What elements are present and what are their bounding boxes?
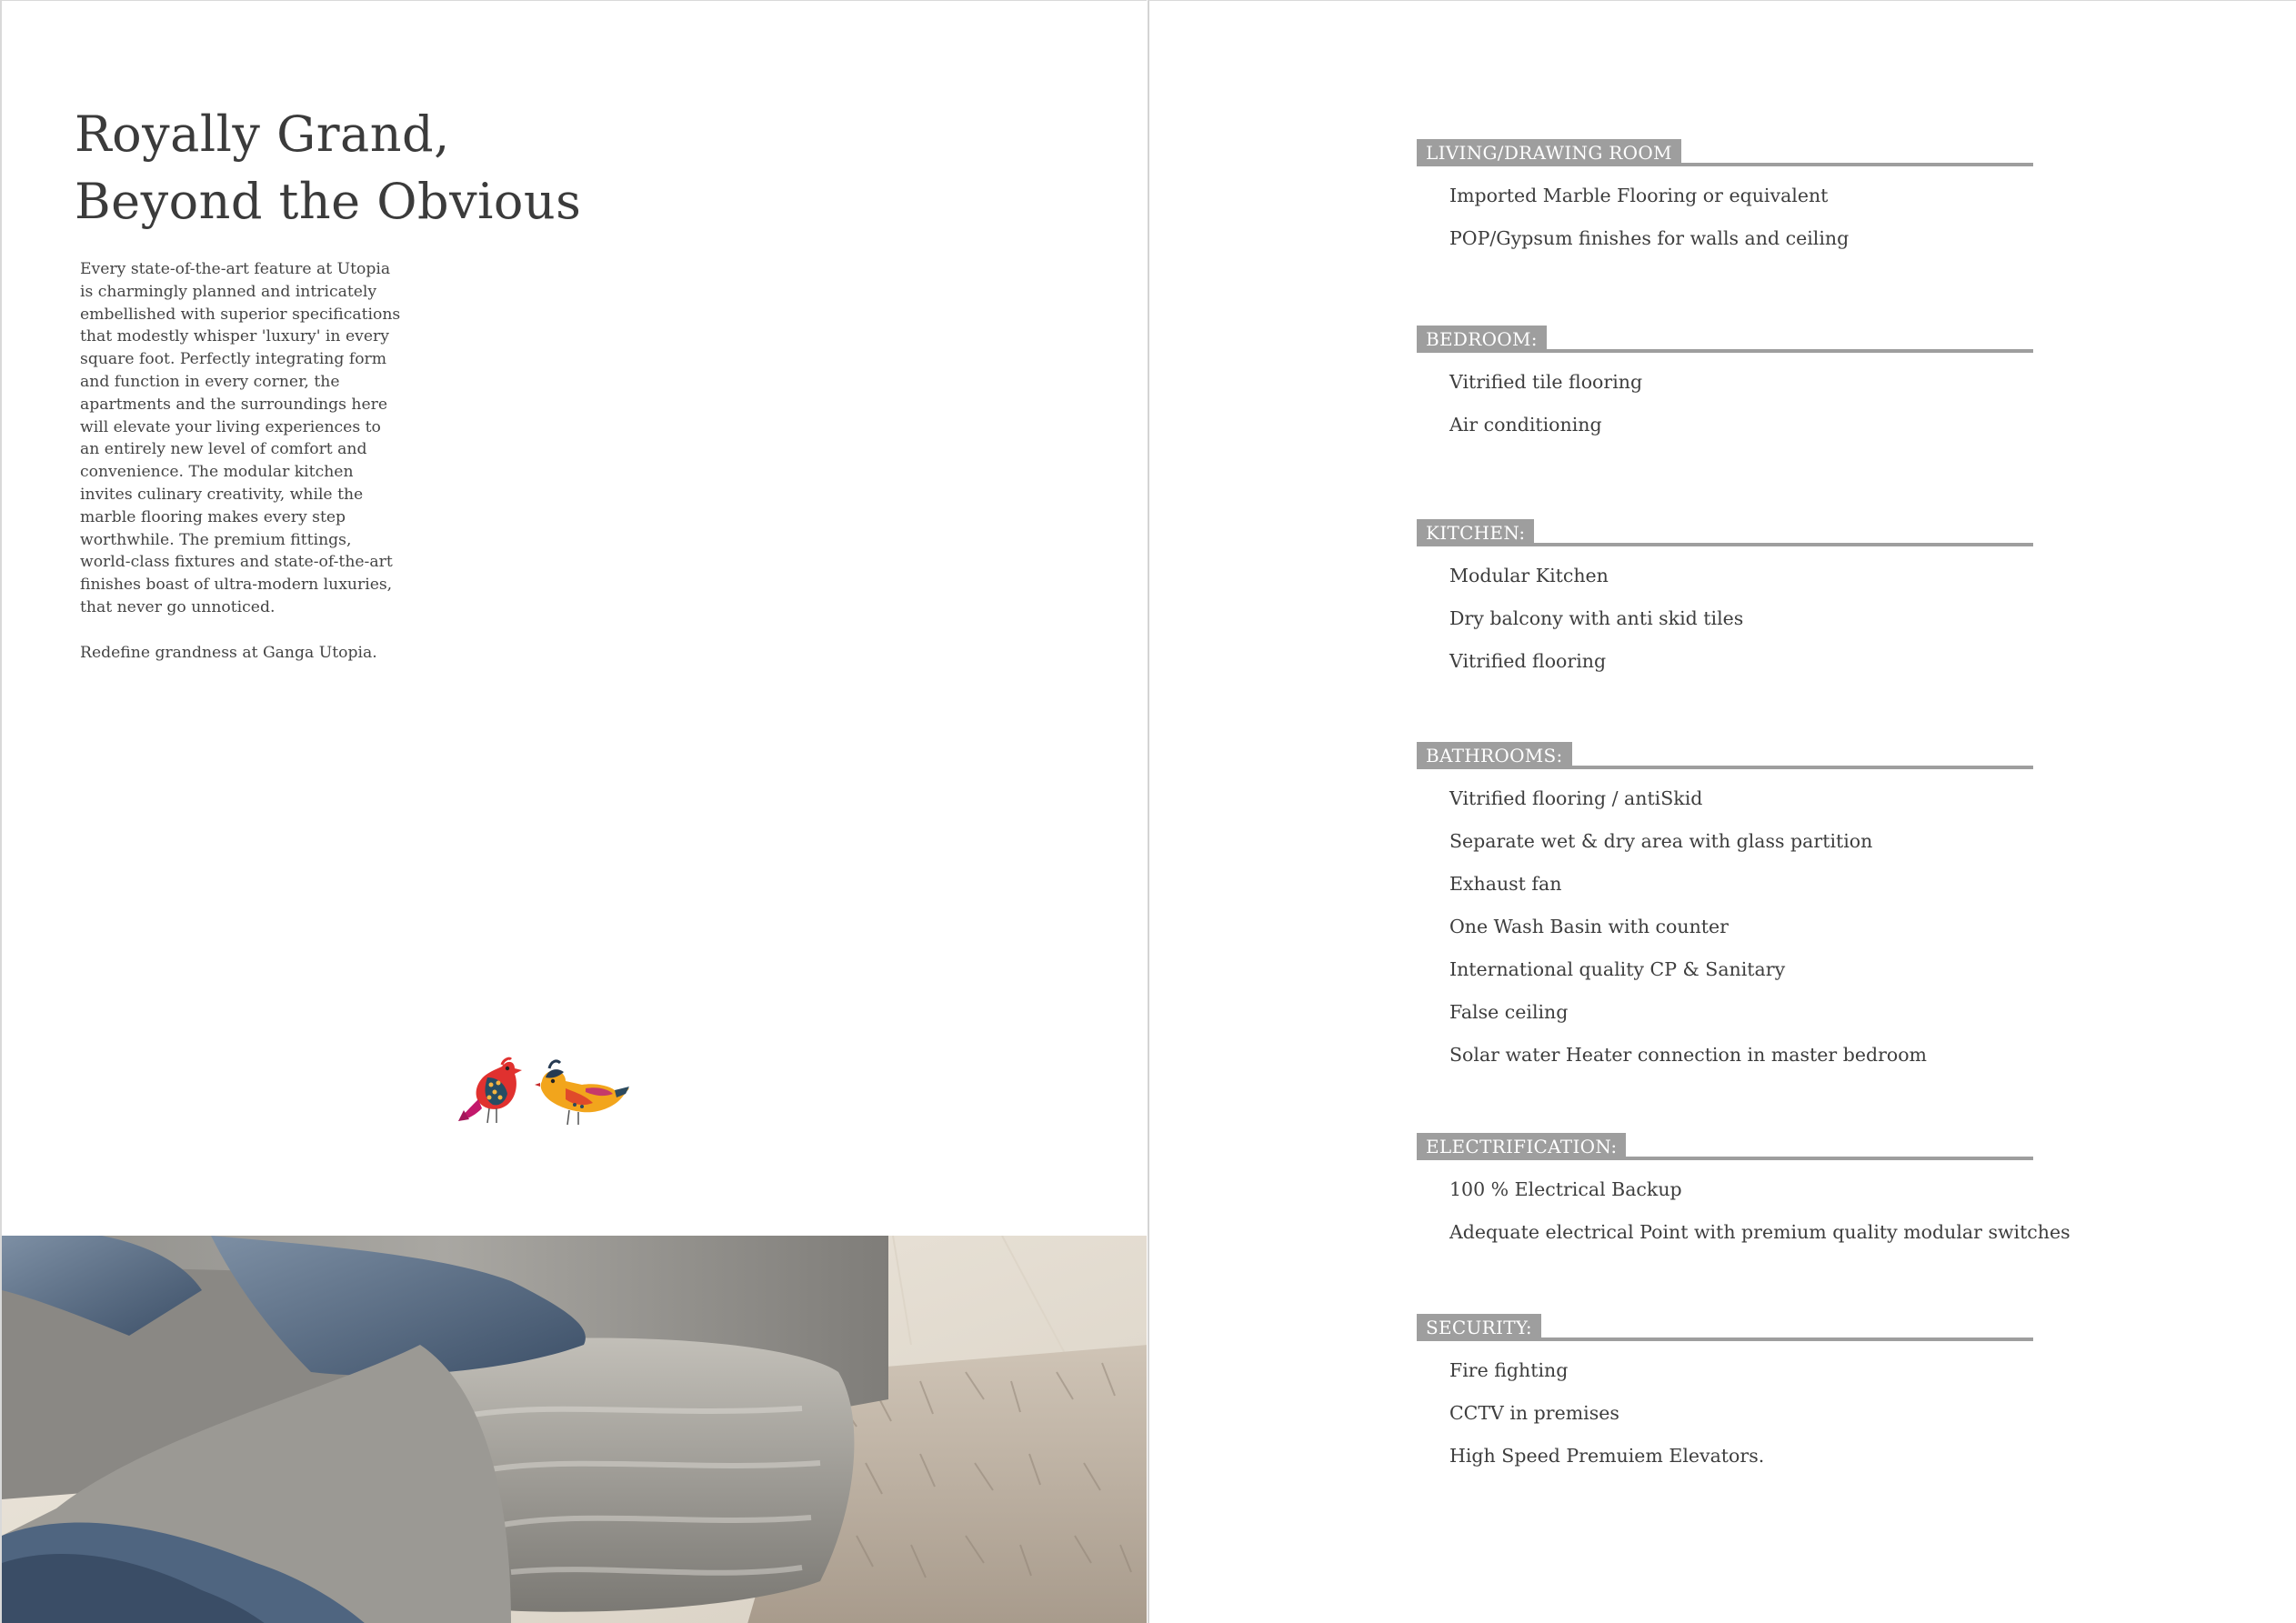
spec-item: High Speed Premuiem Elevators. xyxy=(1449,1445,1765,1467)
spec-item: CCTV in premises xyxy=(1449,1402,1619,1424)
spec-section-electrification xyxy=(1417,1133,2070,1247)
spec-item: Exhaust fan xyxy=(1449,873,1562,895)
spec-item: One Wash Basin with counter xyxy=(1449,916,1729,937)
spec-section-living xyxy=(1417,139,2033,254)
spec-item: Adequate electrical Point with premium quality modular switches xyxy=(1449,1221,2070,1243)
heading-line-1: Royally Grand, xyxy=(75,105,450,163)
right-page xyxy=(1148,0,2296,1623)
section-header xyxy=(1417,326,2033,353)
spec-items xyxy=(1417,783,2033,1070)
section-label: ELECTRIFICATION: xyxy=(1417,1133,1626,1160)
spec-section-bathrooms xyxy=(1417,742,2033,1070)
intro-paragraph: Every state-of-the-art feature at Utopia is charmingly planned and intricately embellished with superior specifications that modestly whisper 'luxury' in every square foot. Perfectly integrating form and function in every corner, the apartments and the surroundings here will elevate your living experiences to an entirely new level of comfort and convenience. The modular kitchen invites culinary creativity, while the marble flooring makes every step worthwhile. The premium fittings, world-class fixtures and state-of-the-art finishes boast of ultra-modern luxuries, that never go unnoticed. xyxy=(80,260,401,616)
left-bird-icon xyxy=(458,1058,522,1123)
section-label: BATHROOMS: xyxy=(1417,742,1572,769)
spec-item: Vitrified flooring xyxy=(1449,650,1607,672)
spec-item: Vitrified flooring / antiSkid xyxy=(1449,787,1703,809)
spec-item: 100 % Electrical Backup xyxy=(1449,1178,1682,1200)
section-header xyxy=(1417,1314,2033,1341)
spec-item: Modular Kitchen xyxy=(1449,565,1609,586)
section-label: LIVING/DRAWING ROOM xyxy=(1417,139,1681,166)
spec-item: POP/Gypsum finishes for walls and ceiling xyxy=(1449,227,1850,249)
spec-items xyxy=(1417,1174,2070,1247)
section-header xyxy=(1417,139,2033,166)
spec-item: Fire fighting xyxy=(1449,1359,1569,1381)
section-label: BEDROOM: xyxy=(1417,326,1547,353)
right-bird-icon xyxy=(535,1061,629,1125)
spec-item: False ceiling xyxy=(1449,1001,1569,1023)
section-label: KITCHEN: xyxy=(1417,519,1534,546)
spec-item: International quality CP & Sanitary xyxy=(1449,958,1786,980)
spec-item: Separate wet & dry area with glass partition xyxy=(1449,830,1873,852)
spec-section-bedroom xyxy=(1417,326,2033,440)
section-label: SECURITY: xyxy=(1417,1314,1541,1341)
spec-items xyxy=(1417,366,2033,440)
spec-item: Vitrified tile flooring xyxy=(1449,371,1643,393)
page-heading xyxy=(75,101,581,235)
spec-section-kitchen xyxy=(1417,519,2033,676)
sofa-photo xyxy=(2,1236,1147,1623)
spec-items xyxy=(1417,180,2033,254)
left-page xyxy=(0,0,1147,1623)
section-header xyxy=(1417,519,2033,546)
spec-item: Solar water Heater connection in master bedroom xyxy=(1449,1044,1927,1066)
birds-illustration xyxy=(447,1056,638,1156)
spec-item: Air conditioning xyxy=(1449,414,1602,436)
intro-text xyxy=(80,258,403,664)
intro-tagline: Redefine grandness at Ganga Utopia. xyxy=(80,643,377,662)
spec-section-security xyxy=(1417,1314,2033,1471)
spec-item: Dry balcony with anti skid tiles xyxy=(1449,607,1744,629)
spec-items xyxy=(1417,560,2033,676)
section-header xyxy=(1417,742,2033,769)
spec-items xyxy=(1417,1355,2033,1471)
section-header xyxy=(1417,1133,2033,1160)
spec-item: Imported Marble Flooring or equivalent xyxy=(1449,185,1829,206)
heading-line-2: Beyond the Obvious xyxy=(75,173,582,230)
